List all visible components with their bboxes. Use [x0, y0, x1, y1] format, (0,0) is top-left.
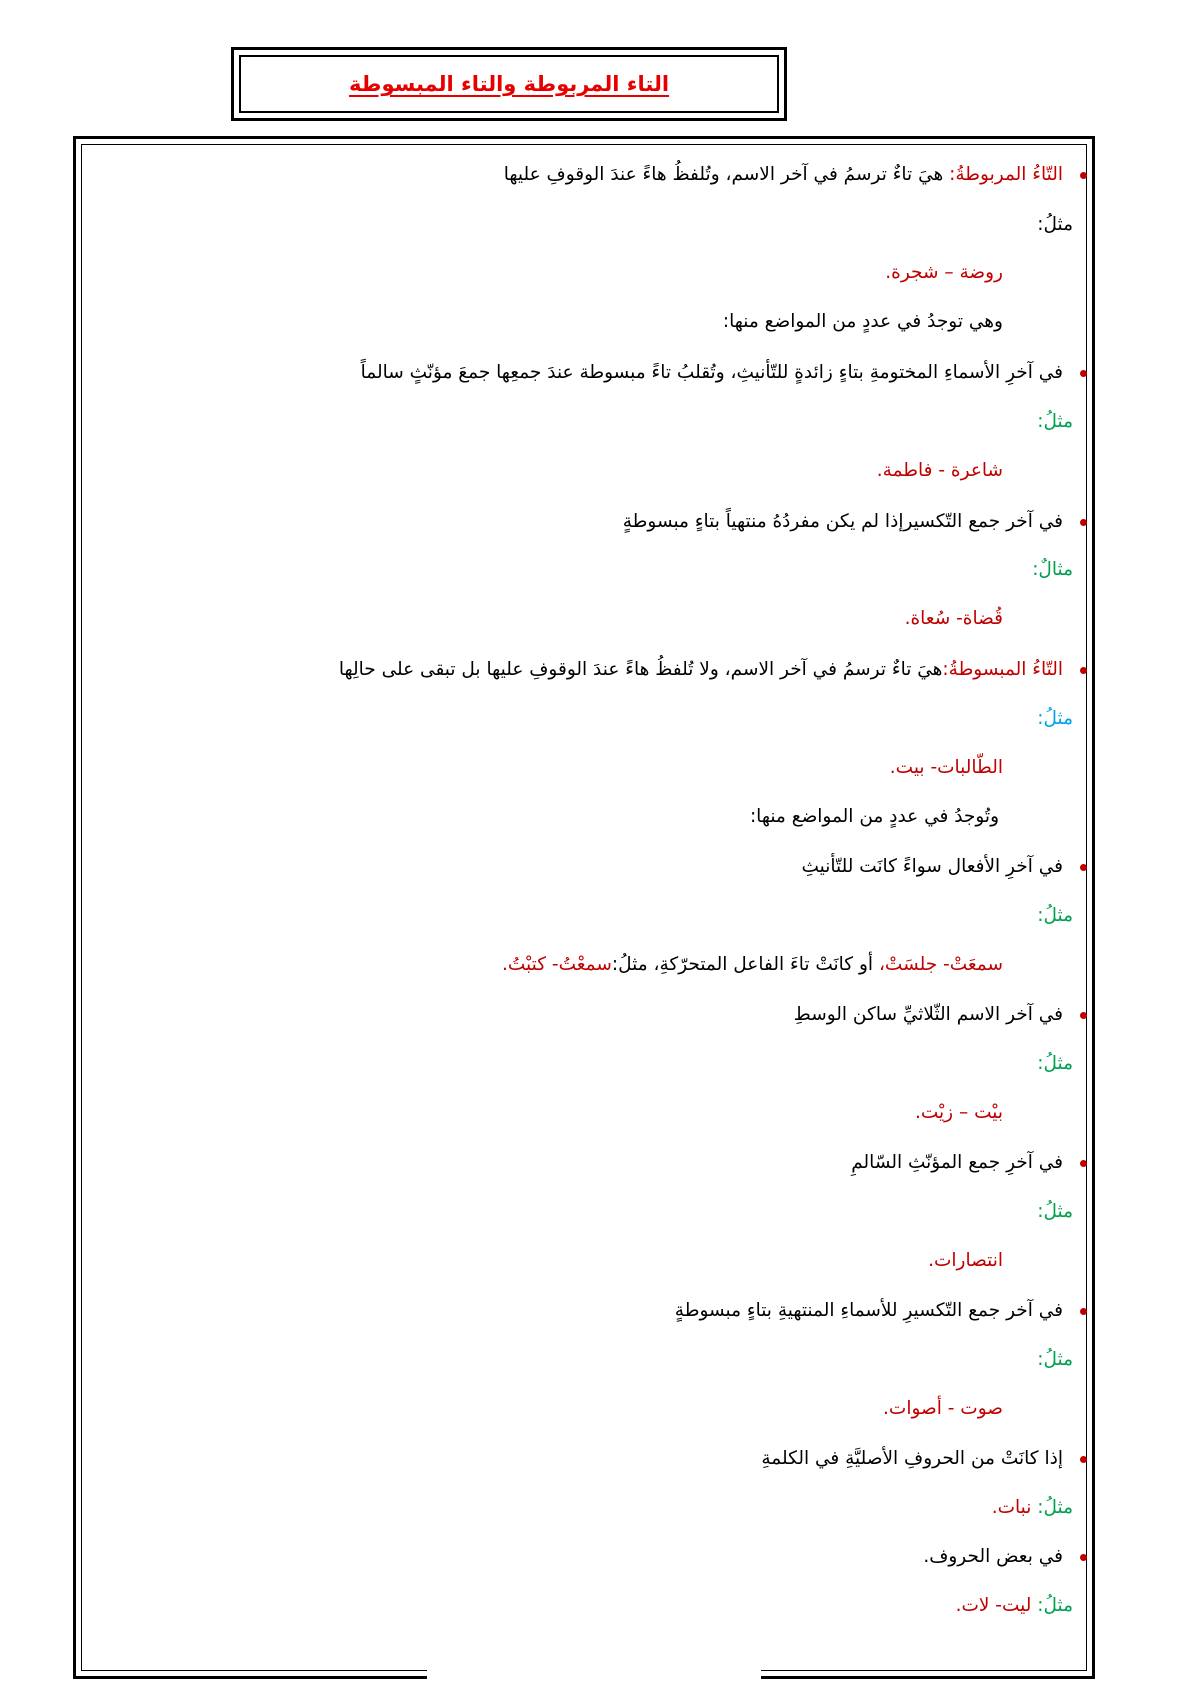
example-label: مثلُ: — [1037, 1201, 1073, 1222]
example-line — [992, 1496, 1073, 1520]
bullet-icon — [1080, 667, 1087, 674]
example-label: مثالٌ: — [1032, 559, 1073, 580]
example-label: مثلُ: — [1037, 1053, 1073, 1074]
example-text: انتصارات. — [928, 1250, 1003, 1271]
bullet-icon — [1080, 370, 1087, 377]
case-item: في آخرِ الأسماءِ المختومةِ بتاءٍ زائدةٍ للتّأنيثِ، وتُقلبُ تاءً مبسوطة عندَ جمعِها جمعَ مؤنّثٍ سالماً — [360, 362, 1063, 383]
example-label: مثلُ: — [1037, 1595, 1073, 1616]
bullet-icon — [1080, 1308, 1087, 1315]
title-box-inner — [239, 55, 779, 113]
example-text: شاعرة - فاطمة. — [876, 460, 1003, 481]
bullet-icon — [1080, 519, 1087, 526]
bullet-icon — [1080, 1160, 1087, 1167]
example-label: مثلُ: — [1037, 1349, 1073, 1370]
bullet-icon — [1080, 864, 1087, 871]
bullet-icon — [1080, 172, 1087, 179]
definition-open-ta — [339, 658, 1063, 682]
case-item: في آخر جمع التّكسيرِ للأسماءِ المنتهيةِ بتاءٍ مبسوطةٍ — [674, 1300, 1063, 1321]
example-label: مثلُ: — [1037, 411, 1073, 432]
definition-tied-ta — [504, 163, 1063, 187]
intro-text: وهي توجدُ في عددٍ من المواضع منها: — [722, 311, 1003, 332]
case-item: في بعض الحروف. — [923, 1546, 1063, 1567]
example-label: مثلُ: — [1037, 214, 1073, 235]
example-text-line — [502, 953, 1003, 977]
page-title: التاء المربوطة والتاء المبسوطة — [348, 72, 670, 96]
case-item: إذا كانَتْ من الحروفِ الأصليَّةِ في الكلمةِ — [761, 1448, 1063, 1469]
bullet-icon — [1080, 1554, 1087, 1561]
example-text: ليت- لات. — [955, 1595, 1038, 1616]
example-text: سمعَتْ- جلسَتْ، — [878, 954, 1003, 975]
example-label: مثلُ: — [1037, 1497, 1073, 1518]
case-item: في آخرِ الأفعال سواءً كانَت للتّأنيثِ — [801, 856, 1063, 877]
frame-bottom-gap — [427, 1660, 761, 1682]
bullet-icon — [1080, 1456, 1087, 1463]
definition-text: هيَ تاءٌ ترسمُ في آخر الاسم، ولا تُلفظُ هاءً عندَ الوقوفِ عليها بل تبقى على حالِها — [338, 659, 943, 680]
definition-text: هيَ تاءٌ ترسمُ في آخر الاسم، وتُلفظُ هاءً عندَ الوقوفِ عليها — [503, 164, 950, 185]
bullet-icon — [1080, 1012, 1087, 1019]
example-line — [956, 1594, 1073, 1618]
case-item: في آخر الاسم الثّلاثيِّ ساكن الوسطِ — [793, 1004, 1063, 1025]
case-item: في آخر جمع التّكسيرإذا لم يكن مفردُهُ منتهياً بتاءٍ مبسوطةٍ — [622, 511, 1063, 532]
example-label: مثلُ: — [1037, 905, 1073, 926]
example-text: نبات. — [991, 1497, 1038, 1518]
example-text: قُضاة- سُعاة. — [904, 608, 1003, 629]
term-tied-ta: التّاءُ المربوطةُ: — [949, 164, 1063, 185]
case-item: في آخرِ جمع المؤنّثِ السّالمِ — [851, 1152, 1063, 1173]
example-text: روضة – شجرة. — [885, 262, 1003, 283]
term-open-ta: التّاءُ المبسوطةُ: — [942, 659, 1063, 680]
example-text: صوت - أصوات. — [883, 1398, 1003, 1419]
example-text: سمعْتُ- كتبْتُ. — [502, 954, 612, 975]
intro-text: وتُوجدُ في عددٍ من المواضع منها: — [749, 806, 999, 827]
example-text: بيْت – زيْت. — [914, 1102, 1003, 1123]
example-label: مثلُ: — [1037, 708, 1073, 729]
example-connector: أو كانَتْ تاءَ الفاعل المتحرّكةِ، مثلُ: — [611, 954, 879, 975]
title-box — [231, 47, 787, 121]
example-text: الطّالبات- بيت. — [889, 757, 1003, 778]
